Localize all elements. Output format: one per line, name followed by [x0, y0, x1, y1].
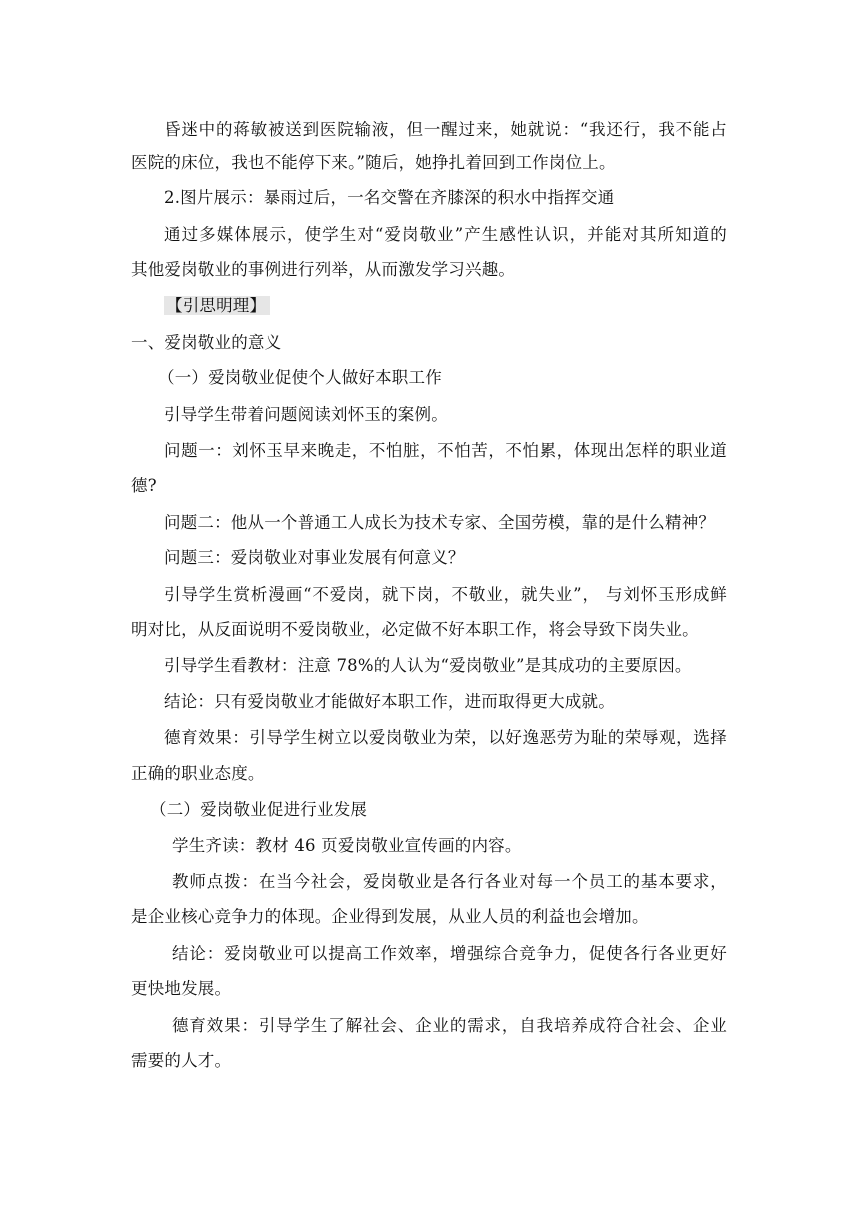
text-line-1: 昏迷中的蒋敏被送到医院输液，但一醒过来，她就说：“我还行，我不能占: [164, 120, 727, 139]
text-line-23: 是企业核心竞争力的体现。企业得到发展，从业人员的利益也会增加。: [131, 907, 649, 926]
section-label-text: 【引思明理】: [164, 296, 270, 315]
text-line-16: 引导学生看教材：注意 78%的人认为“爱岗敬业”是其成功的主要原因。: [164, 656, 692, 675]
text-line-19: 正确的职业态度。: [131, 764, 265, 783]
text-line-27: 需要的人才。: [131, 1051, 232, 1070]
text-line-14: 引导学生赏析漫画“不爱岗，就下岗，不敬业，就失业”， 与刘怀玉形成鲜: [164, 585, 727, 604]
text-line-26: 德育效果：引导学生了解社会、企业的需求，自我培养成符合社会、企业: [172, 1016, 727, 1035]
text-line-15: 明对比，从反面说明不爱岗敬业，必定做不好本职工作，将会导致下岗失业。: [131, 620, 699, 639]
text-line-4: 通过多媒体展示，使学生对“爱岗敬业”产生感性认识，并能对其所知道的: [164, 225, 727, 244]
text-line-17: 结论：只有爱岗敬业才能做好本职工作，进而取得更大成就。: [164, 692, 615, 711]
heading-1: 一、爱岗敬业的意义: [131, 333, 282, 352]
text-line-21: 学生齐读：教材 46 页爱岗敬业宣传画的内容。: [172, 836, 522, 855]
text-line-13: 问题三：爱岗敬业对事业发展有何意义？: [164, 548, 465, 567]
text-line-25: 更快地发展。: [131, 979, 232, 998]
text-line-12: 问题二：他从一个普通工人成长为技术专家、全国劳模，靠的是什么精神？: [164, 513, 716, 532]
text-line-5: 其他爱岗敬业的事例进行列举，从而激发学习兴趣。: [131, 260, 516, 279]
text-line-2: 医院的床位，我也不能停下来。”随后，她挣扎着回到工作岗位上。: [131, 153, 616, 172]
subheading-2: （二）爱岗敬业促进行业发展: [150, 800, 368, 819]
text-line-9: 引导学生带着问题阅读刘怀玉的案例。: [164, 405, 448, 424]
text-line-18: 德育效果：引导学生树立以爱岗敬业为荣，以好逸恶劳为耻的荣辱观，选择: [164, 728, 727, 747]
text-line-22: 教师点拨：在当今社会，爱岗敬业是各行各业对每一个员工的基本要求，: [172, 872, 727, 891]
subheading-1: （一）爱岗敬业促使个人做好本职工作: [158, 368, 442, 387]
text-line-3: 2.图片展示：暴雨过后，一名交警在齐膝深的积水中指挥交通: [164, 188, 615, 207]
text-line-10: 问题一：刘怀玉早来晚走，不怕脏，不怕苦，不怕累，体现出怎样的职业道: [164, 441, 727, 460]
section-label: [164, 296, 270, 316]
text-line-11: 德?: [131, 476, 157, 495]
text-line-24: 结论：爱岗敬业可以提高工作效率，增强综合竞争力，促使各行各业更好: [172, 944, 727, 963]
